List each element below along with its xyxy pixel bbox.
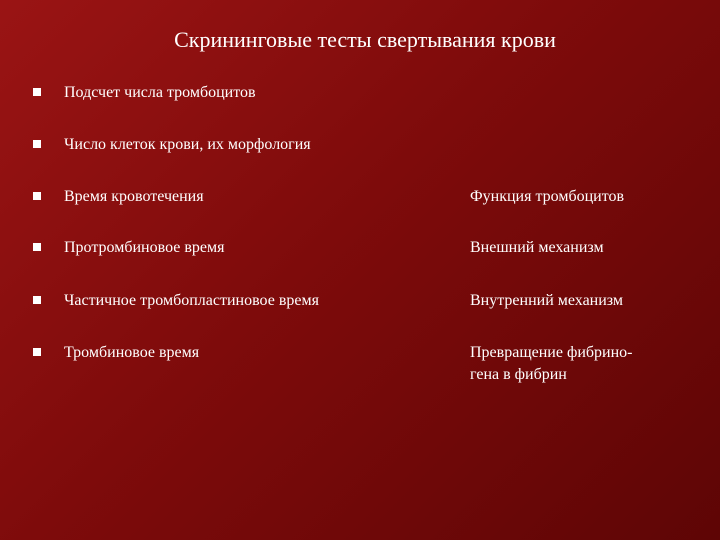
test-name: Число клеток крови, их морфология [64,136,311,153]
square-bullet-icon [33,88,41,96]
square-bullet-icon [33,348,41,356]
test-purpose: Внешний механизм [470,239,604,256]
square-bullet-icon [33,192,41,200]
test-name: Тромбиновое время [64,344,200,361]
list-item [0,237,720,277]
test-purpose: Функция тромбоцитов [470,188,625,205]
list-item [0,134,720,174]
test-name: Время кровотечения [64,188,204,205]
list-item [0,186,720,226]
slide-title: Скрининговые тесты свертывания крови [174,27,556,52]
test-purpose: Внутренний механизм [470,292,624,309]
test-name: Частичное тромбопластиновое время [64,292,319,309]
list-item [0,290,720,330]
test-name: Подсчет числа тромбоцитов [64,84,256,101]
test-purpose: Превращение фибрино-гена в фибрин [470,344,633,383]
test-name: Протромбиновое время [64,239,225,256]
list-item [0,342,720,392]
list-item [0,82,720,122]
square-bullet-icon [33,140,41,148]
square-bullet-icon [33,296,41,304]
square-bullet-icon [33,243,41,251]
